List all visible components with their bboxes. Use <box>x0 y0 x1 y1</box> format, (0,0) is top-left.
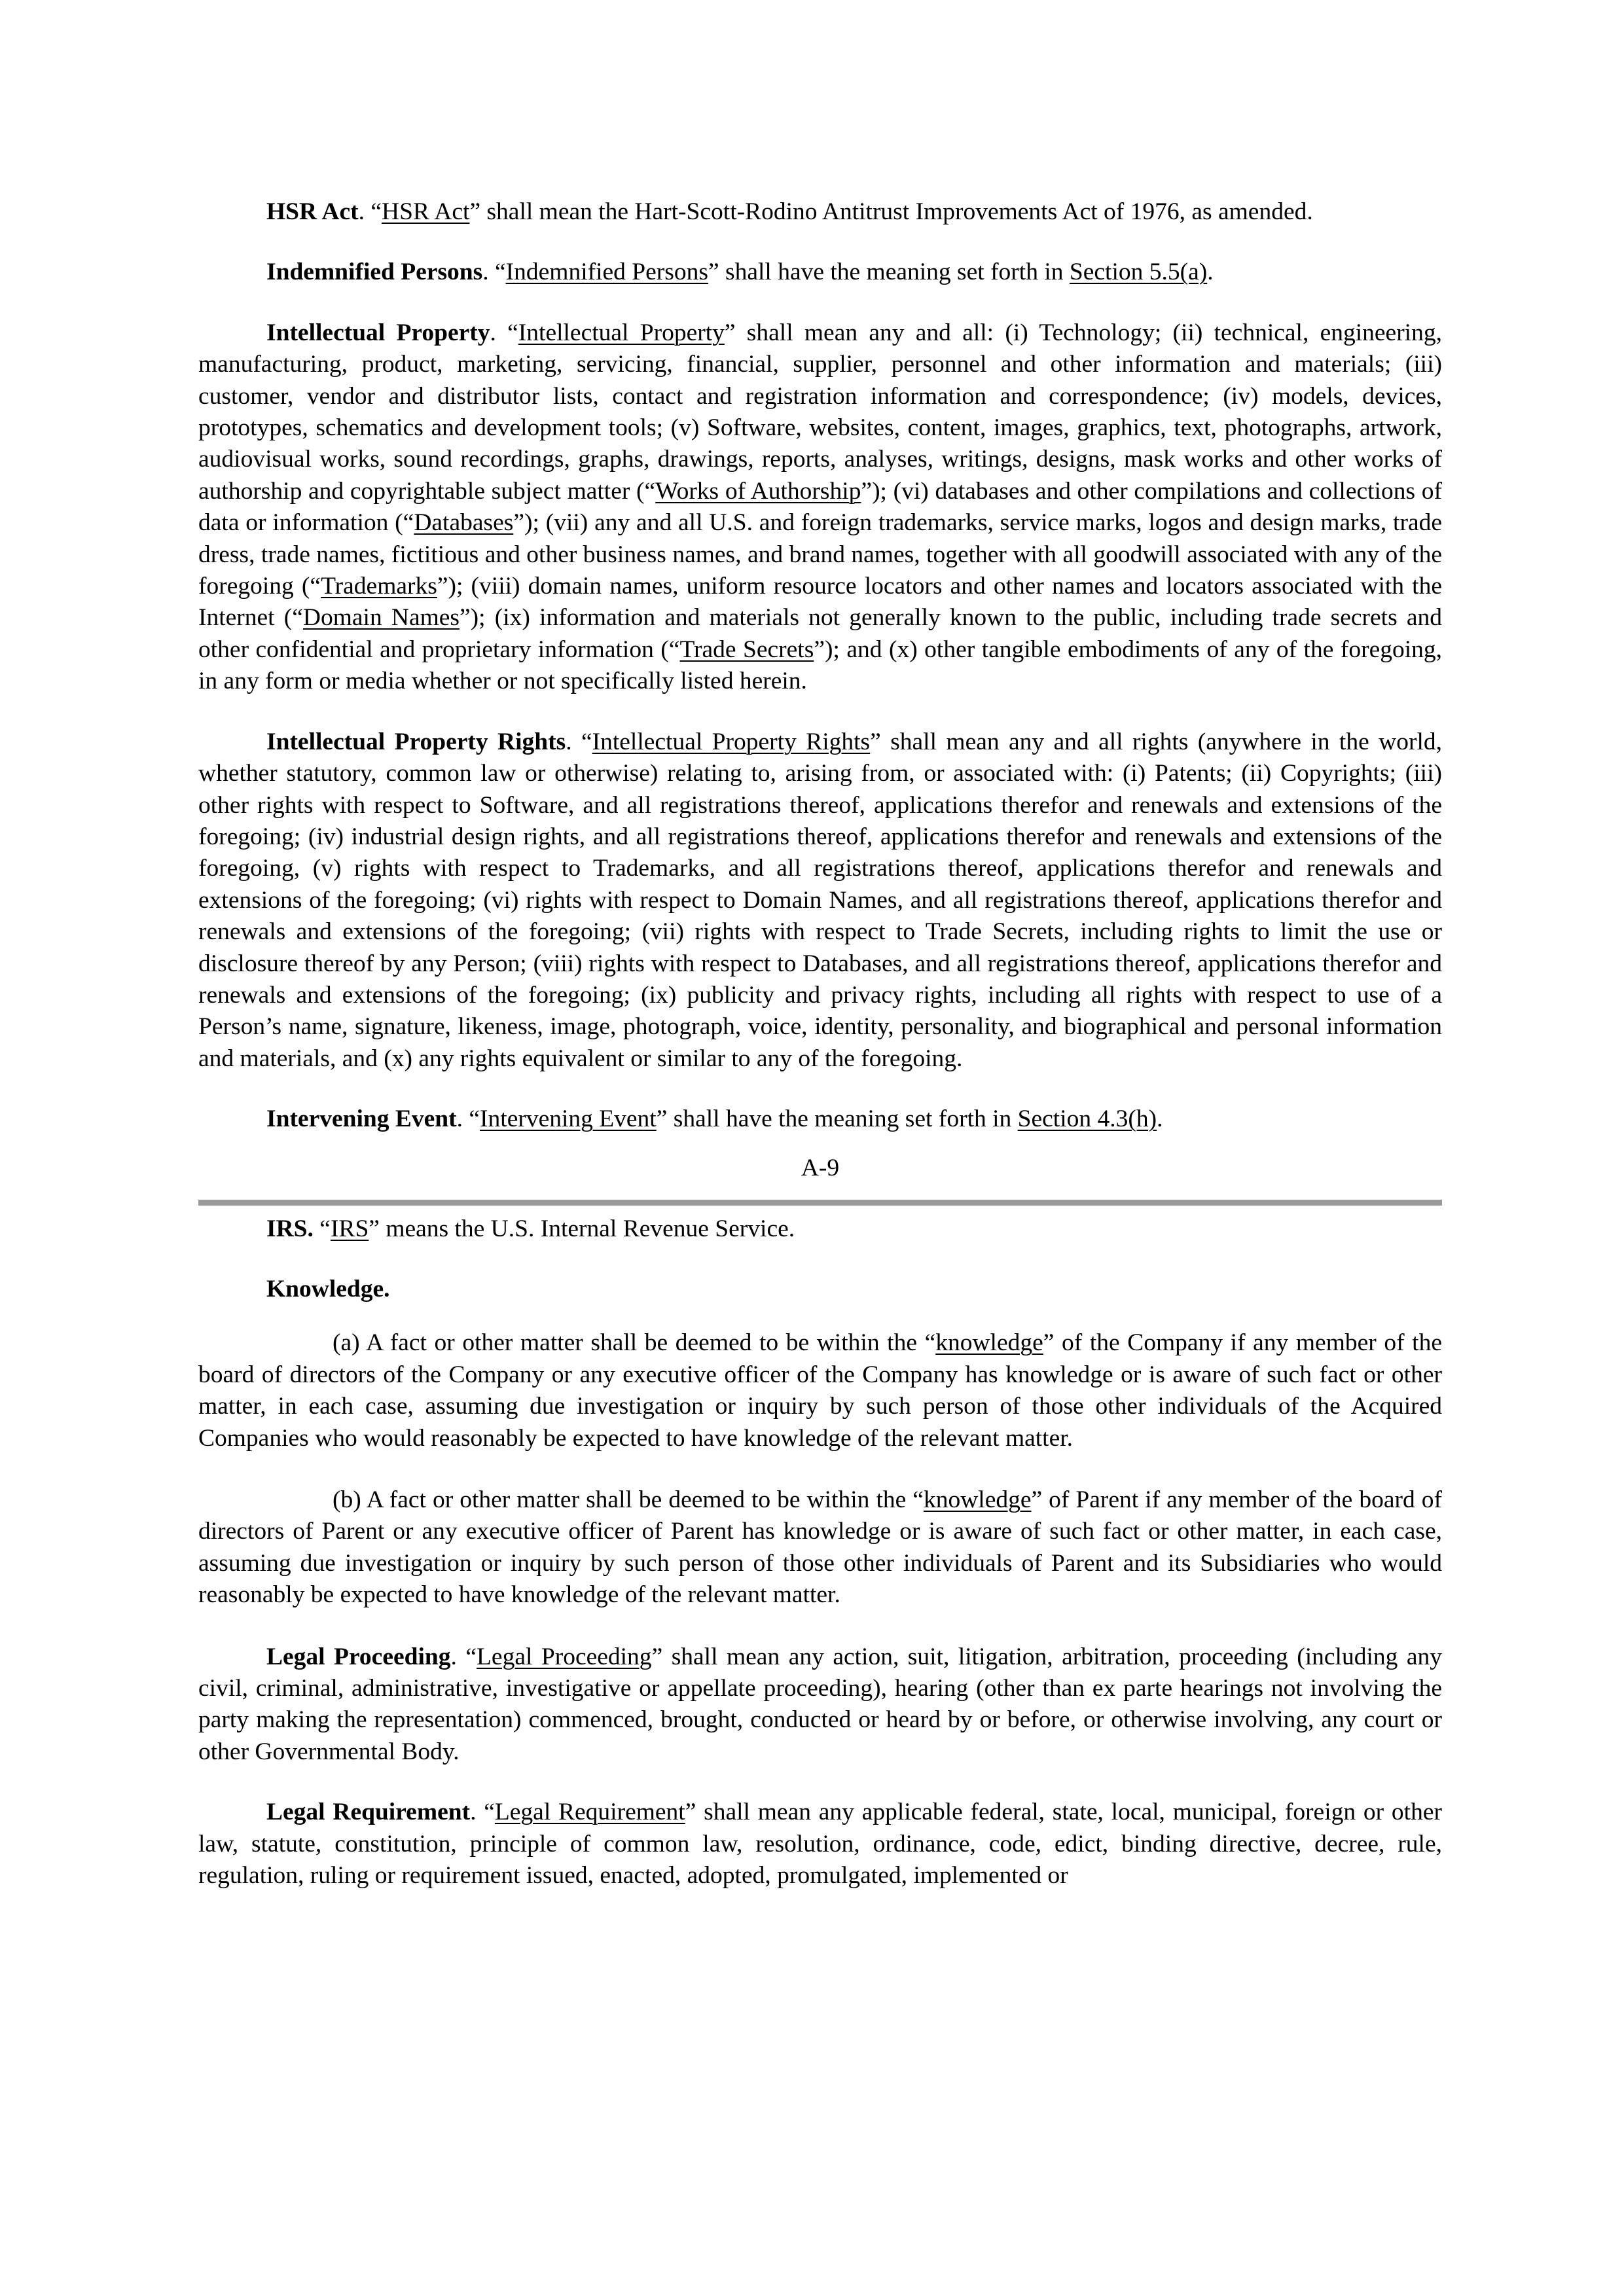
definition-text: ”); (ix) information and materials not generally known to the public, including trade secrets and other confidential and proprietary information (“ <box>198 604 1442 663</box>
definition-text: . <box>1157 1105 1163 1133</box>
defined-term: Legal Proceeding <box>266 1643 451 1670</box>
definition-knowledge-b <box>198 1484 1442 1611</box>
definition-hsr-act <box>198 196 1442 228</box>
defined-term: HSR Act <box>266 198 359 225</box>
definition-legal-requirement <box>198 1797 1442 1892</box>
definition-text: ” shall mean any and all: (i) Technology; (ii) technical, engineering, manufacturing, product, marketing, servicing, financial, supplier, personnel and other information and materials; (iii) customer, vendor and distributor lists, contact and registration information and correspondence; (iv) models, devices, prototypes, schematics and development tools; (v) Software, websites, content, images, graphics, text, photographs, artwork, audiovisual works, sound recordings, graphs, drawings, reports, analyses, writings, designs, mask works and other works of authorship and copyrightable subject matter (“ <box>198 319 1442 505</box>
defined-term: Intervening Event <box>266 1105 457 1133</box>
defined-term: Knowledge. <box>266 1275 390 1302</box>
definition-knowledge-heading <box>198 1274 1442 1305</box>
section-reference: Section 4.3(h) <box>1017 1105 1157 1133</box>
definition-irs <box>198 1213 1442 1245</box>
definition-text: ” shall have the meaning set forth in <box>656 1105 1018 1133</box>
definition-text: . “ <box>490 319 518 346</box>
definition-text: ”); (viii) domain names, uniform resource locators and other names and locators associated with the Internet (“ <box>198 573 1442 632</box>
defined-term-reference: Legal Requirement <box>494 1799 685 1826</box>
definition-text: . “ <box>456 1105 480 1133</box>
definition-intellectual-property-rights <box>198 726 1442 1075</box>
defined-term-reference: knowledge <box>935 1329 1043 1357</box>
defined-term: IRS. <box>266 1215 314 1242</box>
definition-text: ” shall mean any and all rights (anywhere in the world, whether statutory, common law or otherwise) relating to, arising from, or associated with: (i) Patents; (ii) Copyrights; (iii) other rights with respect to Software, and all registrations thereof, applications therefor and renewals and extensions of the foregoing; (iv) industrial design rights, and all registrations thereof, applications therefor and renewals and extensions of the foregoing, (v) rights with respect to Trademarks, and all registrations thereof, applications therefor and renewals and extensions of the foregoing; (vi) rights with respect to Domain Names, and all registrations thereof, applications therefor and renewals and extensions of the foregoing; (vii) rights with respect to Trade Secrets, including rights to limit the use or disclosure thereof by any Person; (viii) rights with respect to Databases, and all registrations thereof, applications therefor and renewals and extensions of the foregoing; (ix) publicity and privacy rights, including all rights with respect to use of a Person’s name, signature, likeness, image, photograph, voice, identity, personality, and biographical and personal information and materials, and (x) any rights equivalent or similar to any of the foregoing. <box>198 728 1443 1072</box>
defined-term-reference: Domain Names <box>302 604 460 632</box>
definition-knowledge-a <box>198 1327 1442 1454</box>
definition-text: ”); (vi) databases and other compilations and collections of data or information (“ <box>198 477 1442 537</box>
definition-text: ” of the Company if any member of the board of directors of the Company or any executive officer of the Company has knowledge or is aware of such fact or other matter, in each case, assuming due investigation or inquiry by such person of those other individuals of the Acquired Companies who would reasonably be expected to have knowledge of the relevant matter. <box>198 1329 1442 1452</box>
defined-term: Legal Requirement <box>266 1799 471 1826</box>
page-break-divider <box>198 1200 1442 1206</box>
page-number: A-9 <box>801 1154 840 1181</box>
definition-text: “ <box>313 1215 331 1242</box>
definition-text: ” shall mean any applicable federal, state, local, municipal, foreign or other law, statute, constitution, principle of common law, resolution, ordinance, code, edict, binding directive, decree, rule, regulation, ruling or requirement issued, enacted, adopted, promulgated, implemented or <box>198 1799 1442 1890</box>
defined-term-reference: Legal Proceeding <box>477 1643 652 1670</box>
defined-term-reference: Works of Authorship <box>655 477 861 505</box>
defined-term: Intellectual Property Rights <box>266 728 566 755</box>
defined-term-reference: Intellectual Property Rights <box>592 728 871 755</box>
definition-text: . “ <box>450 1643 477 1670</box>
defined-term: Intellectual Property <box>266 319 490 346</box>
defined-term-reference: Trademarks <box>321 573 437 600</box>
definition-text: . “ <box>470 1799 495 1826</box>
defined-term-reference: Intellectual Property <box>518 319 725 346</box>
definition-indemnified-persons <box>198 257 1442 288</box>
defined-term-reference: Intervening Event <box>480 1105 657 1133</box>
defined-term-reference: IRS <box>330 1215 369 1242</box>
definition-text: (a) A fact or other matter shall be deemed to be within the “ <box>333 1329 936 1357</box>
definition-text: ”); (vii) any and all U.S. and foreign trademarks, service marks, logos and design marks, trade dress, trade names, fictitious and other business names, and brand names, together with all goodwill associated with any of the foregoing (“ <box>198 509 1443 600</box>
definition-intellectual-property <box>198 317 1442 698</box>
definition-text: ” means the U.S. Internal Revenue Service. <box>369 1215 795 1242</box>
defined-term-reference: HSR Act <box>382 198 470 225</box>
definition-text: (b) A fact or other matter shall be deemed to be within the “ <box>333 1486 924 1513</box>
definition-text: . <box>1207 259 1214 286</box>
definition-text: . “ <box>566 728 592 755</box>
definition-text: ” shall mean the Hart-Scott-Rodino Antitrust Improvements Act of 1976, as amended. <box>469 198 1313 225</box>
definition-text: ” shall have the meaning set forth in <box>708 259 1070 286</box>
definition-intervening-event <box>198 1103 1442 1135</box>
defined-term-reference: Databases <box>414 509 514 537</box>
definition-text: ” shall mean any action, suit, litigation, arbitration, proceeding (including any civil, criminal, administrative, investigative or appellate proceeding), hearing (other than ex parte hearings not involving the party making the representation) commenced, brought, conducted or heard by or before, or otherwise involving, any court or other Governmental Body. <box>198 1643 1442 1765</box>
defined-term: Indemnified Persons <box>266 259 483 286</box>
definition-text: ”); and (x) other tangible embodiments of any of the foregoing, in any form or media whether or not specifically listed herein. <box>198 636 1443 695</box>
definition-text: ” of Parent if any member of the board of directors of Parent or any executive officer of Parent has knowledge or is aware of such fact or other matter, in each case, assuming due investigation or inquiry by such person of those other individuals of Parent and its Subsidiaries who would reasonably be expected to have knowledge of the relevant matter. <box>198 1486 1442 1609</box>
section-reference: Section 5.5(a) <box>1069 259 1208 286</box>
definition-legal-proceeding <box>198 1641 1442 1768</box>
definition-text: . “ <box>482 259 506 286</box>
defined-term-reference: Trade Secrets <box>679 636 814 663</box>
document-page <box>198 196 1442 1920</box>
defined-term-reference: knowledge <box>923 1486 1032 1513</box>
defined-term-reference: Indemnified Persons <box>505 259 708 286</box>
definition-text: . “ <box>358 198 382 225</box>
